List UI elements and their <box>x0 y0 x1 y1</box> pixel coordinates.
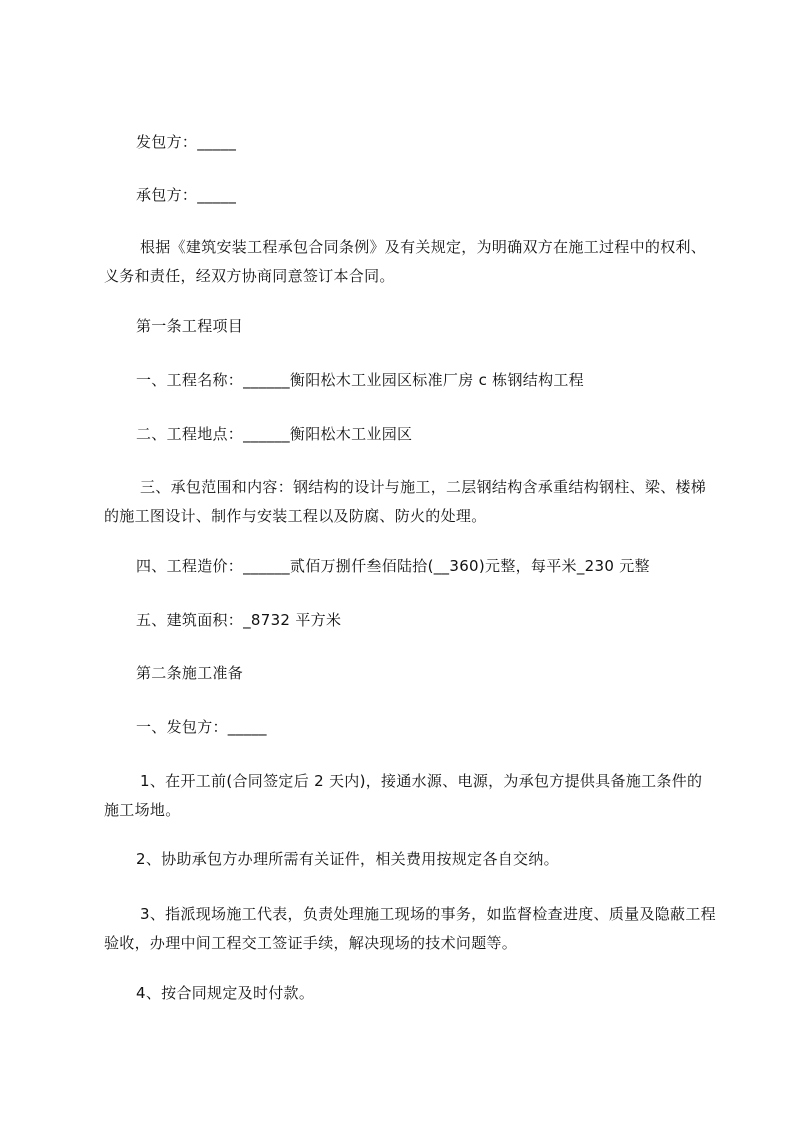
article-2-title: 第二条施工准备 <box>136 664 244 682</box>
article-1-title: 第一条工程项目 <box>136 317 244 335</box>
contract-price-item: 四、工程造价：______贰佰万捌仟叁佰陆拾(__360)元整，每平米_230 元整 <box>136 557 650 575</box>
duty-4-line: 4、按合同规定及时付款。 <box>136 984 315 1002</box>
project-location-item: 二、工程地点：______衡阳松木工业园区 <box>136 425 413 443</box>
intro-paragraph: 根据《建筑安装工程承包合同条例》及有关规定，为明确双方在施工过程中的权利、义务和责任，经双方协商同意签订本合同。 <box>104 238 707 285</box>
employer-line: 发包方：_____ <box>136 133 237 151</box>
duty-3-paragraph: 3、指派现场施工代表，负责处理施工现场的事务，如监督检查进度、质量及隐蔽工程验收，办理中间工程交工签证手续，解决现场的技术问题等。 <box>104 905 716 952</box>
duty-2-line: 2、协助承包方办理所需有关证件，相关费用按规定各自交纳。 <box>136 850 559 868</box>
scope-paragraph: 三、承包范围和内容：钢结构的设计与施工，二层钢结构含承重结构钢柱、梁、楼梯的施工图设计、制作与安装工程以及防腐、防火的处理。 <box>104 478 707 525</box>
project-name-item: 一、工程名称：______衡阳松木工业园区标准厂房 c 栋钢结构工程 <box>136 371 584 389</box>
building-area-item: 五、建筑面积：_8732 平方米 <box>136 611 342 629</box>
contractor-line: 承包方：_____ <box>136 186 237 204</box>
employer-item: 一、发包方：_____ <box>136 718 267 736</box>
duty-1-paragraph: 1、在开工前(合同签定后 2 天内)，接通水源、电源，为承包方提供具备施工条件的施工场地。 <box>104 772 703 819</box>
